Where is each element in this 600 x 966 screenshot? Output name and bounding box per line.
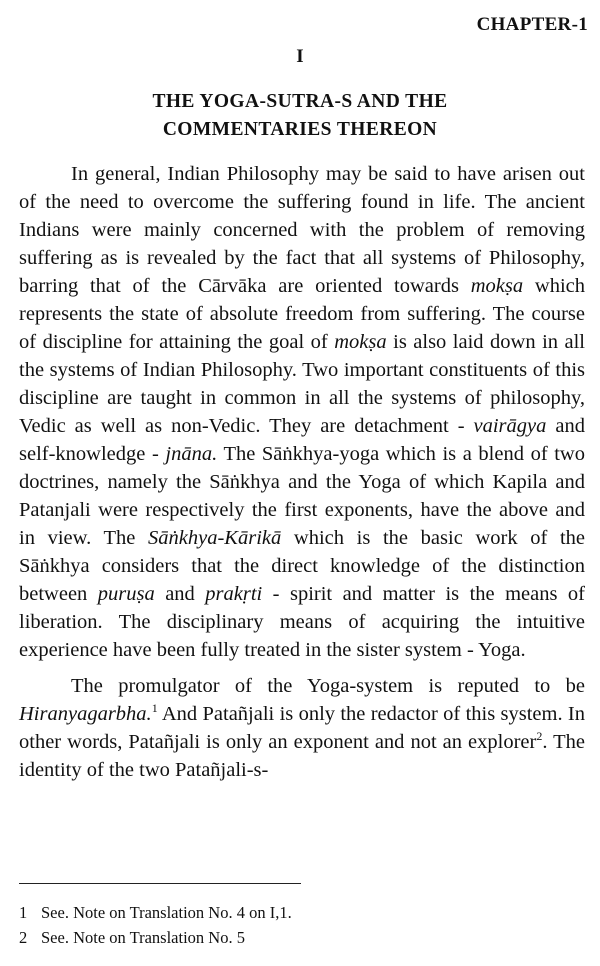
- footnote-text: See. Note on Translation No. 5: [41, 928, 245, 947]
- footnote-ref-2[interactable]: 2: [536, 729, 543, 744]
- text-run: In general, Indian Philosophy may be said to have arisen out of the need to overcome the suffering found in life. The ancient Indians were mainly concerned with the problem of removing suffering as is revealed by the fact that all systems of Philosophy, barring that of the Cārvāka are oriented towards: [19, 163, 585, 297]
- italic-term: vairāgya: [473, 415, 547, 437]
- section-number: I: [296, 46, 304, 67]
- section-title: [0, 88, 600, 144]
- footnote-text: See. Note on Translation No. 4 on I,1.: [41, 903, 292, 922]
- paragraph-1: [19, 160, 585, 664]
- text-run: The promulgator of the Yoga-system is reputed to be: [71, 675, 585, 697]
- text-run: is also laid down in all the systems of Indian Philosophy. Two important constituents of this discipline are taught in common in all the systems of philosophy, Vedic as well as non-Vedic. They are detachment -: [19, 331, 585, 437]
- italic-term: prakṛti: [205, 583, 263, 605]
- footnote: [19, 900, 579, 925]
- text-run: and: [154, 583, 206, 605]
- section-title-line-1: THE YOGA-SUTRA-S AND THE: [152, 91, 448, 112]
- italic-term: Hiranyagarbha.: [19, 703, 152, 725]
- footnote: [19, 925, 579, 950]
- italic-term: mokṣa: [334, 331, 387, 353]
- italic-term: mokṣa: [470, 275, 524, 297]
- text-run: and self-knowledge -: [19, 415, 585, 465]
- text-run: - spirit and matter is the means of liberation. The disciplinary means of acquiring the intuitive experience have been fully treated in the sister system - Yoga.: [19, 583, 586, 661]
- footnote-number: 1: [19, 903, 28, 922]
- body-text: [19, 160, 585, 792]
- paragraph-2: [19, 672, 585, 784]
- text-run: which is the basic work of the Sāṅkhya considers that the direct knowledge of the distinction between: [19, 527, 585, 605]
- italic-term: puruṣa: [97, 583, 155, 605]
- footnote-ref-1[interactable]: 1: [151, 701, 158, 716]
- footnotes: [19, 900, 579, 950]
- text-run: . The identity of the two Patañjali-s-: [19, 731, 585, 781]
- footnote-number: 2: [19, 928, 28, 947]
- text-run: which represents the state of absolute freedom from suffering. The course of discipline for attaining the goal of: [19, 275, 585, 353]
- italic-term: Sāṅkhya-Kārikā: [148, 527, 282, 549]
- chapter-heading: CHAPTER-1: [476, 14, 588, 35]
- italic-term: jnāna.: [165, 443, 218, 465]
- text-run: The Sāṅkhya-yoga which is a blend of two doctrines, namely the Sāṅkhya and the Yoga of which Kapila and Patanjali were respectively the first exponents, have the above and in view. The: [19, 443, 585, 549]
- section-title-line-2: COMMENTARIES THEREON: [162, 119, 438, 140]
- text-run: And Patañjali is only the redactor of this system. In other words, Patañjali is only an exponent and not an explorer: [19, 703, 585, 753]
- footnote-divider: [19, 883, 301, 884]
